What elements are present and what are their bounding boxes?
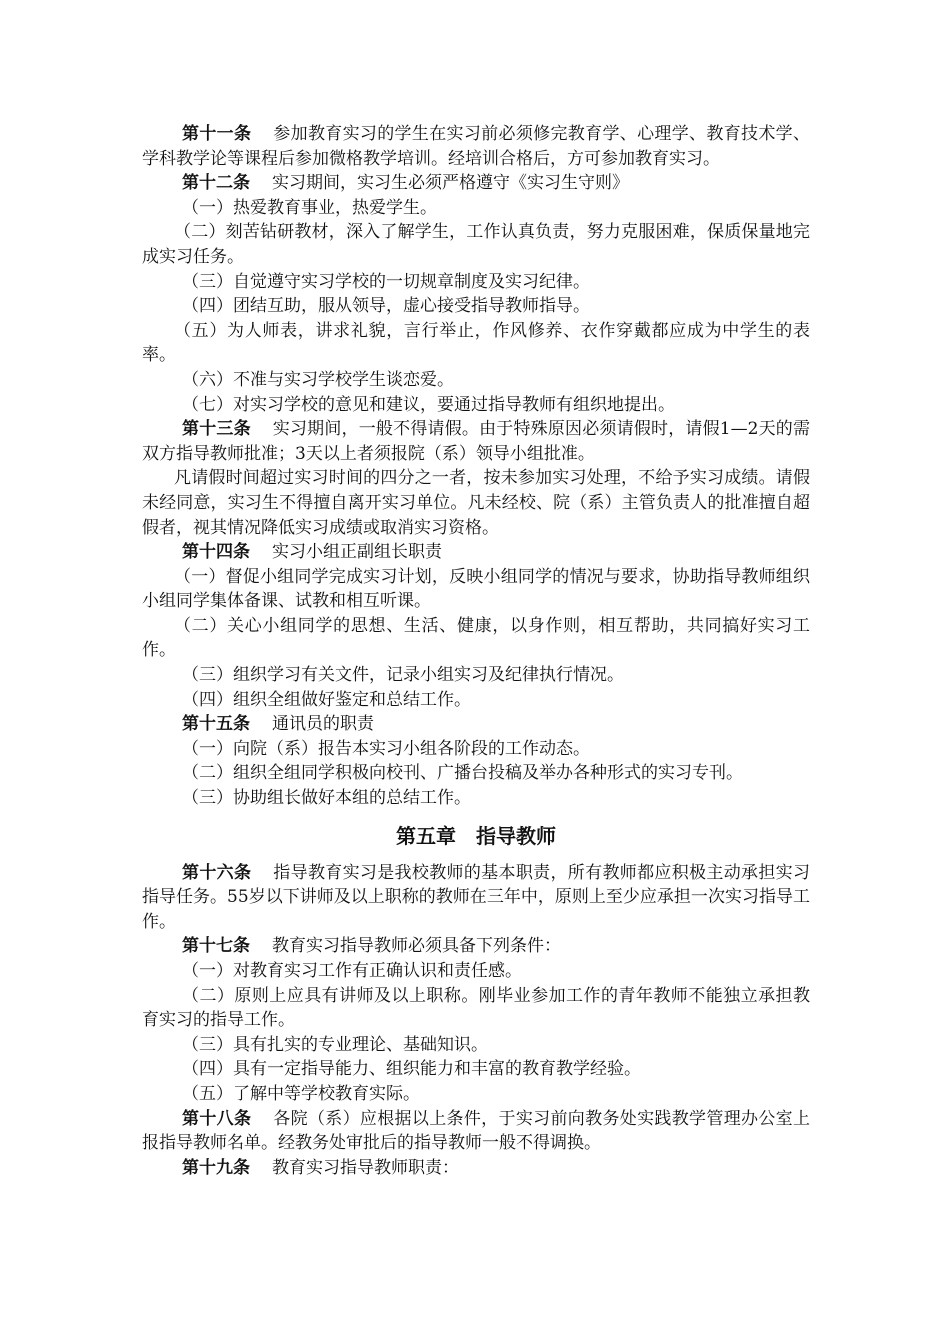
article-label: 第十三条 [182, 419, 251, 440]
list-item: （二）原则上应具有讲师及以上职称。刚毕业参加工作的青年教师不能独立承担教育实习的指导工作。 [142, 985, 810, 1031]
article-text: 教育实习指导教师必须具备下列条件： [272, 936, 561, 957]
list-item: （三）组织学习有关文件，记录小组实习及纪律执行情况。 [182, 665, 624, 686]
article-text: 通讯员的职责 [272, 714, 374, 735]
article-label: 第十九条 [182, 1157, 250, 1178]
article-11 [142, 122, 810, 171]
article-text: 指导教育实习是我校教师的基本职责，所有教师都应积极主动承担实习指导任务。55岁以下讲师及以上职称的教师在三年中，原则上至少应承担一次实习指导工作。 [142, 862, 811, 932]
article-12 [142, 171, 810, 196]
list-item: （二）组织全组同学积极向校刊、广播台投稿及举办各种形式的实习专刊。 [182, 763, 743, 784]
article-label: 第十一条 [182, 124, 252, 144]
article-18 [142, 1107, 810, 1156]
list-item: （五）了解中等学校教育实际。 [182, 1083, 420, 1104]
article-14 [142, 540, 810, 565]
article-label: 第十六条 [182, 862, 252, 883]
paragraph: 凡请假时间超过实习时间的四分之一者，按未参加实习处理，不给予实习成绩。请假未经同意，实习生不得擅自离开实习单位。凡未经校、院（系）主管负责人的批准擅自超假者，视其情况降低实习成绩或取消实习资格。 [142, 468, 810, 538]
article-16 [142, 861, 810, 935]
list-item: （七）对实习学校的意见和建议，要通过指导教师有组织地提出。 [182, 394, 675, 415]
list-item: （六）不准与实习学校学生谈恋爱。 [182, 369, 454, 390]
article-13 [142, 417, 810, 466]
article-text: 各院（系）应根据以上条件，于实习前向教务处实践教学管理办公室上报指导教师名单。经教务处审批后的指导教师一般不得调换。 [142, 1108, 811, 1154]
article-text: 实习期间，一般不得请假。由于特殊原因必须请假时，请假1—2天的需双方指导教师批准；3天以上者须报院（系）领导小组批准。 [142, 419, 811, 464]
article-label: 第十八条 [182, 1108, 252, 1129]
list-item: （一）对教育实习工作有正确认识和责任感。 [182, 961, 522, 981]
article-15 [142, 712, 810, 737]
list-item: （二）刻苦钻研教材，深入了解学生，工作认真负责，努力克服困难，保质保量地完成实习任务。 [142, 222, 810, 267]
article-label: 第十五条 [182, 714, 250, 735]
list-item: （三）协助组长做好本组的总结工作。 [182, 788, 471, 809]
list-item: （五）为人师表，讲求礼貌，言行举止，作风修养、衣作穿戴都应成为中学生的表率。 [142, 320, 810, 366]
article-17 [142, 934, 810, 959]
list-item: （一）热爱教育事业，热爱学生。 [182, 197, 437, 218]
list-item: （四）团结互助，服从领导，虚心接受指导教师指导。 [182, 296, 590, 317]
article-text: 教育实习指导教师职责： [272, 1157, 459, 1178]
list-item: （四）组织全组做好鉴定和总结工作。 [182, 689, 471, 710]
article-text: 实习小组正副组长职责 [272, 542, 442, 563]
article-text: 参加教育实习的学生在实习前必须修完教育学、心理学、教育技术学、学科教学论等课程后参加微格教学培训。经培训合格后，方可参加教育实习。 [142, 124, 811, 169]
article-text: 实习期间，实习生必须严格遵守《实习生守则》 [272, 173, 629, 194]
list-item: （一）督促小组同学完成实习计划，反映小组同学的情况与要求，协助指导教师组织小组同学集体备课、试教和相互听课。 [142, 566, 810, 612]
list-item: （三）自觉遵守实习学校的一切规章制度及实习纪律。 [182, 271, 590, 292]
article-label: 第十七条 [182, 936, 250, 957]
chapter-title: 指导教师 [476, 823, 556, 848]
article-label: 第十四条 [182, 542, 250, 563]
document-body [142, 122, 810, 1180]
article-19 [142, 1156, 810, 1181]
chapter-number: 第五章 [396, 823, 456, 848]
list-item: （三）具有扎实的专业理论、基础知识。 [182, 1034, 488, 1055]
list-item: （四）具有一定指导能力、组织能力和丰富的教育教学经验。 [182, 1059, 641, 1080]
list-item: （二）关心小组同学的思想、生活、健康，以身作则，相互帮助，共同搞好实习工作。 [142, 615, 810, 661]
list-item: （一）向院（系）报告本实习小组各阶段的工作动态。 [182, 738, 590, 759]
article-label: 第十二条 [182, 173, 250, 194]
chapter-heading [142, 821, 810, 851]
